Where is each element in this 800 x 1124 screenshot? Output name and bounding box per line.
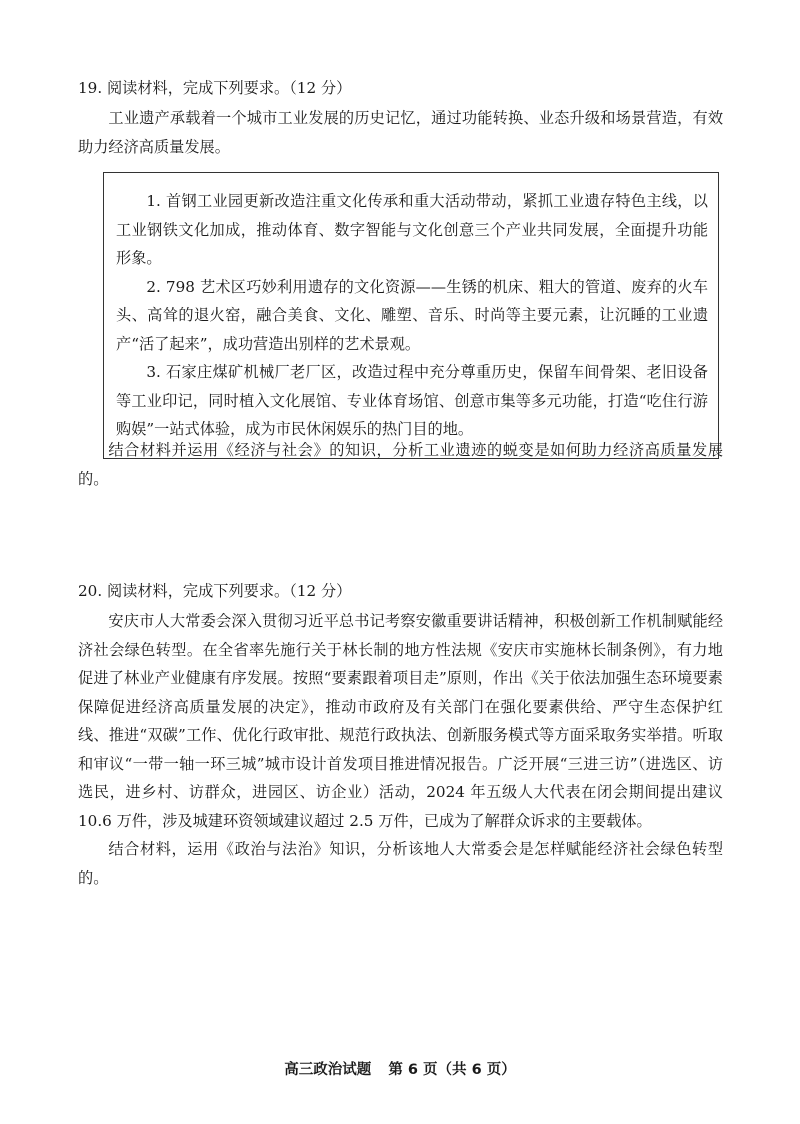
footer-page-number: 第 6 页（共 6 页） [388, 1062, 516, 1078]
question-19 [78, 74, 723, 161]
material-item-2: 2. 798 艺术区巧妙利用遗存的文化资源——生锈的机床、粗大的管道、废弃的火车头、高耸的退火窑，融合美食、文化、雕塑、音乐、时尚等主要元素，让沉睡的工业遗产“活了起来”，成功营造出别样的艺术景观。 [116, 277, 708, 353]
question-20-title: 20. 阅读材料，完成下列要求。（12 分） [78, 582, 352, 600]
question-19-prompt-block [78, 436, 723, 493]
question-20 [78, 577, 723, 892]
material-box [103, 172, 719, 459]
footer-subject: 高三政治试题 [284, 1062, 372, 1078]
question-19-title: 19. 阅读材料，完成下列要求。（12 分） [78, 79, 352, 97]
material-item-1: 1. 首钢工业园更新改造注重文化传承和重大活动带动，紧抓工业遗存特色主线，以工业钢铁文化加成，推动体育、数字智能与文化创意三个产业共同发展，全面提升功能形象。 [116, 192, 708, 267]
question-20-prompt: 结合材料，运用《政治与法治》知识，分析该地人大常委会是怎样赋能经济社会绿色转型的。 [78, 840, 723, 887]
question-19-prompt: 结合材料并运用《经济与社会》的知识，分析工业遗迹的蜕变是如何助力经济高质量发展的。 [78, 441, 723, 488]
question-19-intro: 工业遗产承载着一个城市工业发展的历史记忆，通过功能转换、业态升级和场景营造，有效助力经济高质量发展。 [78, 109, 723, 156]
material-item-3: 3. 石家庄煤矿机械厂老厂区，改造过程中充分尊重历史，保留车间骨架、老旧设备等工业印记，同时植入文化展馆、专业体育场馆、创意市集等多元功能，打造“吃住行游购娱”一站式体验，成为市民休闲娱乐的热门目的地。 [116, 363, 708, 438]
page-footer [0, 1058, 800, 1079]
question-20-material: 安庆市人大常委会深入贯彻习近平总书记考察安徽重要讲话精神，积极创新工作机制赋能经济社会绿色转型。在全省率先施行关于林长制的地方性法规《安庆市实施林长制条例》，有力地促进了林业产业健康有序发展。按照“要素跟着项目走”原则，作出《关于依法加强生态环境要素保障促进经济高质量发展的决定》，推动市政府及有关部门在强化要素供给、严守生态保护红线、推进“双碳”工作、优化行政审批、规范行政执法、创新服务模式等方面采取务实举措。听取和审议“一带一轴一环三城”城市设计首发项目推进情况报告。广泛开展“三进三访”（进选区、访选民，进乡村、访群众，进园区、访企业）活动，2024 年五级人大代表在闭会期间提出建议 10.6 万件，涉及城建环资领域建议超过 2.5 万件，已成为了解群众诉求的主要载体。 [78, 612, 723, 830]
